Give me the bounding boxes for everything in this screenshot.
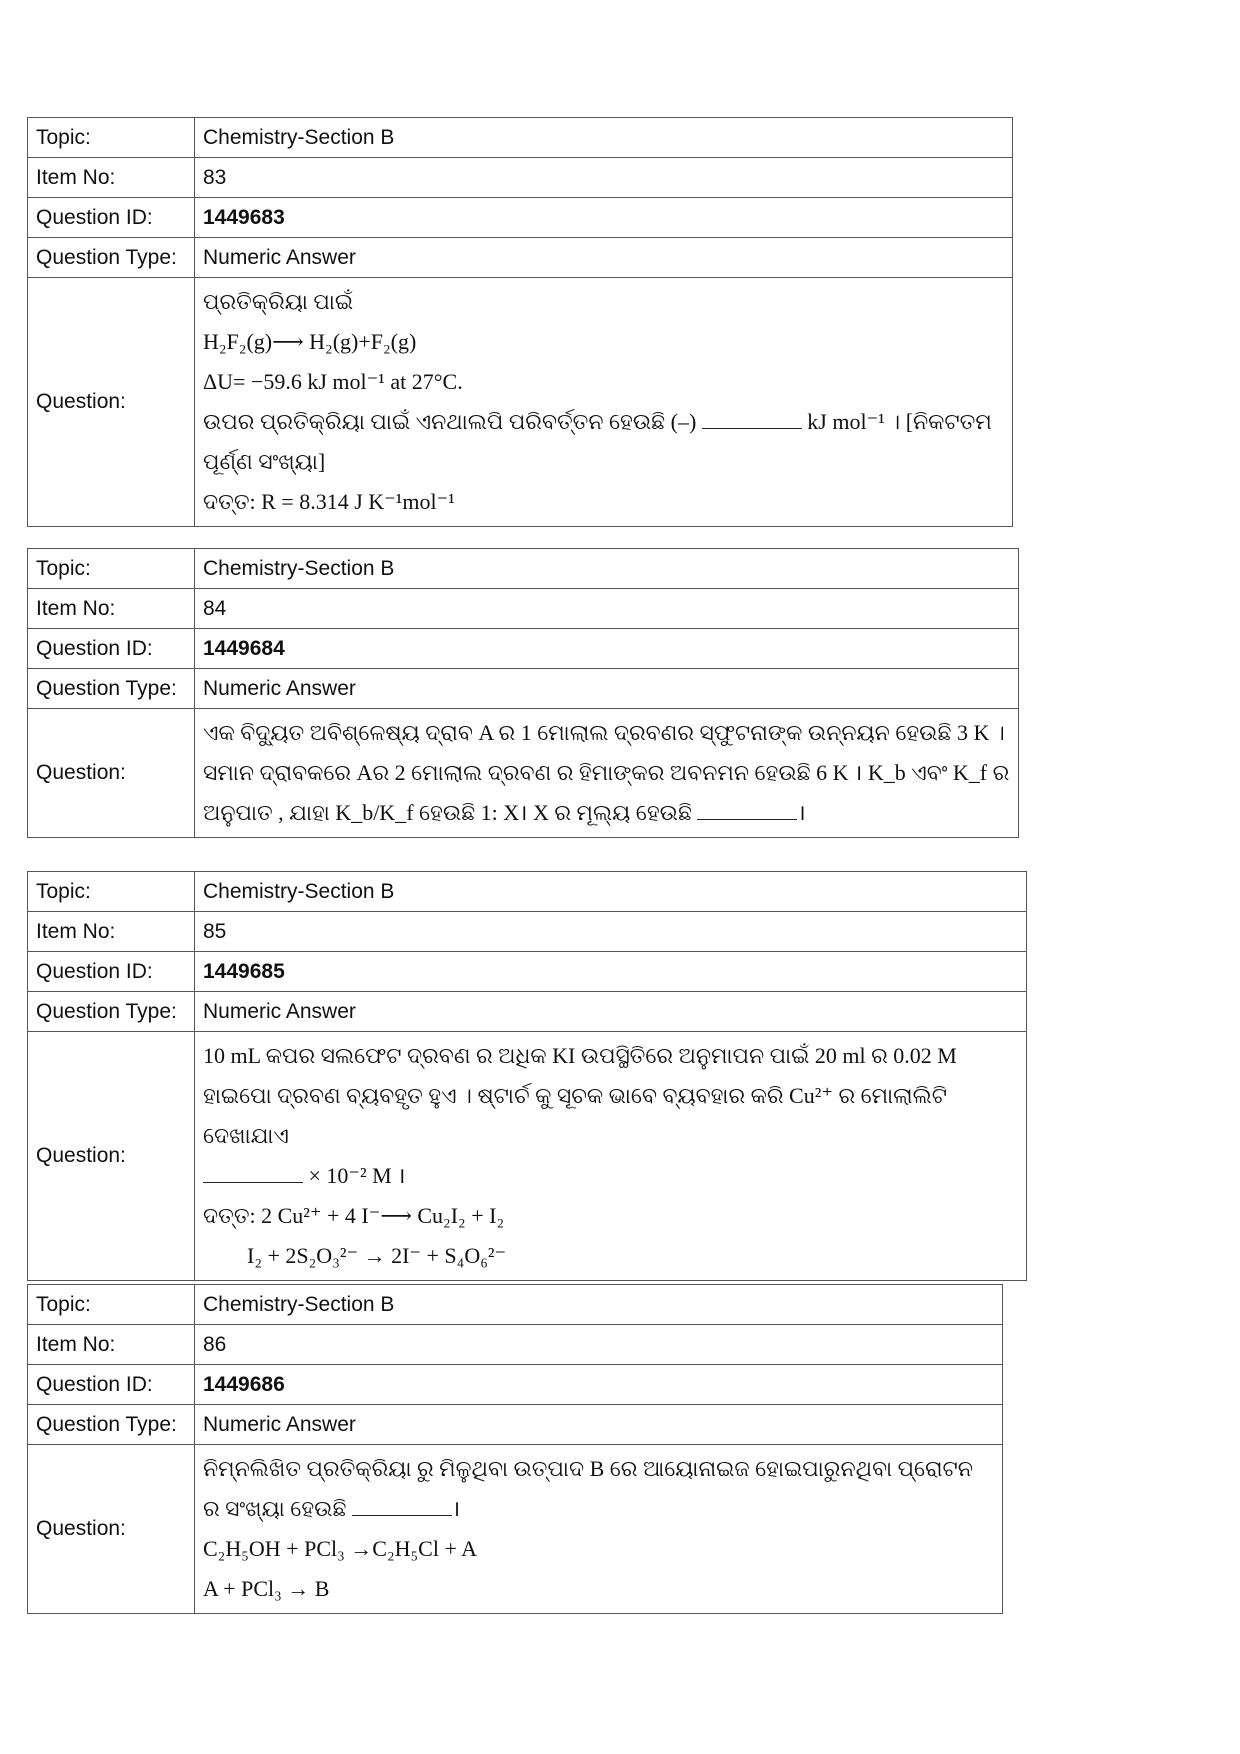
reaction-equation-1: C₂H₅OH + PCl₃ →C₂H₅Cl + A: [203, 1536, 478, 1561]
item-no-value: 86: [195, 1325, 1003, 1365]
question-text: ନିମ୍ନଲିଖିତ ପ୍ରତିକ୍ରିୟା ରୁ ମିଳୁଥିବା ଉତ୍ପାଦ B ରେ ଆୟୋନାଇଜ ହୋଇପାରୁନଥିବା ପ୍ରୋଟନ ର ସଂଖ୍ୟା ହେଉଛି ।: [203, 1456, 973, 1521]
question-body: [195, 709, 1019, 838]
item-no-value: 83: [195, 158, 1013, 198]
item-no-label: Item No:: [28, 1325, 195, 1365]
question-type-value: Numeric Answer: [195, 669, 1019, 709]
topic-value: Chemistry-Section B: [195, 1285, 1003, 1325]
given-constant: ଦତ୍ତ: R = 8.314 J K⁻¹mol⁻¹: [203, 489, 455, 514]
question-type-value: Numeric Answer: [195, 1405, 1003, 1445]
question-text: ଏକ ବିଦ୍ୟୁତ ଅବିଶ୍ଳେଷ୍ୟ ଦ୍ରାବ A ର 1 ମୋଲାଲ ଦ୍ରବଣର ସ୍ଫୁଟନାଙ୍କ ଉନ୍ନୟନ ହେଉଛି 3 K । ସମାନ ଦ୍ରାବକରେ Aର 2 ମୋଲାଲ ଦ୍ରବଣ ର ହିମାଙ୍କର ଅବନମନ ହେଉଛି 6 K । K_b ଏବଂ K_f ର ଅନୁପାତ , ଯାହା K_b/K_f ହେଉଛି 1: X। X ର ମୂଲ୍ୟ ହେଉଛି ।: [203, 720, 1010, 825]
answer-blank: [702, 410, 802, 429]
question-id-value: 1449684: [195, 629, 1019, 669]
item-no-value: 85: [195, 912, 1027, 952]
answer-line: × 10⁻² M ।: [203, 1156, 1018, 1196]
delta-u-value: ΔU= −59.6 kJ mol⁻¹ at 27°C.: [203, 369, 463, 394]
reaction-equation-2: A + PCl₃ → B: [203, 1576, 330, 1601]
item-no-label: Item No:: [28, 158, 195, 198]
question-id-label: Question ID:: [28, 952, 195, 992]
question-table-86: [27, 1284, 1003, 1614]
question-intro: ପ୍ରତିକ୍ରିୟା ପାଇଁ: [203, 289, 354, 314]
item-no-label: Item No:: [28, 912, 195, 952]
question-label: Question:: [28, 1032, 195, 1281]
item-no-label: Item No:: [28, 589, 195, 629]
question-id-value: 1449683: [195, 198, 1013, 238]
question-body: [195, 278, 1013, 527]
question-id-label: Question ID:: [28, 629, 195, 669]
question-text: ଉପର ପ୍ରତିକ୍ରିୟା ପାଇଁ ଏନଥାଲପି ପରିବର୍ତ୍ତନ ହେଉଛି (–) kJ mol⁻¹ । [ନିକଟତମ ପୂର୍ଣ୍ଣ ସଂଖ୍ୟା]: [203, 409, 992, 474]
question-type-label: Question Type:: [28, 1405, 195, 1445]
answer-blank: [697, 801, 797, 820]
question-table-84: [27, 548, 1019, 838]
topic-value: Chemistry-Section B: [195, 549, 1019, 589]
question-id-value: 1449685: [195, 952, 1027, 992]
topic-label: Topic:: [28, 872, 195, 912]
question-type-label: Question Type:: [28, 992, 195, 1032]
topic-label: Topic:: [28, 118, 195, 158]
question-type-label: Question Type:: [28, 669, 195, 709]
question-table-83: [27, 117, 1013, 527]
question-label: Question:: [28, 1445, 195, 1614]
question-type-value: Numeric Answer: [195, 992, 1027, 1032]
question-type-label: Question Type:: [28, 238, 195, 278]
topic-label: Topic:: [28, 549, 195, 589]
question-id-label: Question ID:: [28, 1365, 195, 1405]
question-label: Question:: [28, 278, 195, 527]
question-text: 10 mL କପର ସଲଫେଟ ଦ୍ରବଣ ର ଅଧିକ KI ଉପସ୍ଥିତିରେ ଅନୁମାପନ ପାଇଁ 20 ml ର 0.02 M ହାଇପୋ ଦ୍ରବଣ ବ୍ୟବହୃତ ହୁଏ । ଷ୍ଟାର୍ଚ କୁ ସୂଚକ ଭାବେ ବ୍ୟବହାର କରି Cu²⁺ ର ମୋଲାଲିଟି ଦେଖାଯାଏ: [203, 1043, 957, 1148]
topic-label: Topic:: [28, 1285, 195, 1325]
question-id-label: Question ID:: [28, 198, 195, 238]
question-table-85: [27, 871, 1027, 1281]
topic-value: Chemistry-Section B: [195, 118, 1013, 158]
question-label: Question:: [28, 709, 195, 838]
question-type-value: Numeric Answer: [195, 238, 1013, 278]
answer-blank: [203, 1164, 303, 1183]
item-no-value: 84: [195, 589, 1019, 629]
answer-blank: [352, 1497, 452, 1516]
question-body: [195, 1032, 1027, 1281]
reaction-equation: H₂F₂(g)⟶ H₂(g)+F₂(g): [203, 329, 417, 354]
topic-value: Chemistry-Section B: [195, 872, 1027, 912]
given-equation-2: I₂ + 2S₂O₃²⁻ → 2I⁻ + S₄O₆²⁻: [247, 1243, 507, 1268]
question-id-value: 1449686: [195, 1365, 1003, 1405]
given-equation-1: ଦତ୍ତ: 2 Cu²⁺ + 4 I⁻⟶ Cu₂I₂ + I₂: [203, 1203, 505, 1228]
question-body: [195, 1445, 1003, 1614]
